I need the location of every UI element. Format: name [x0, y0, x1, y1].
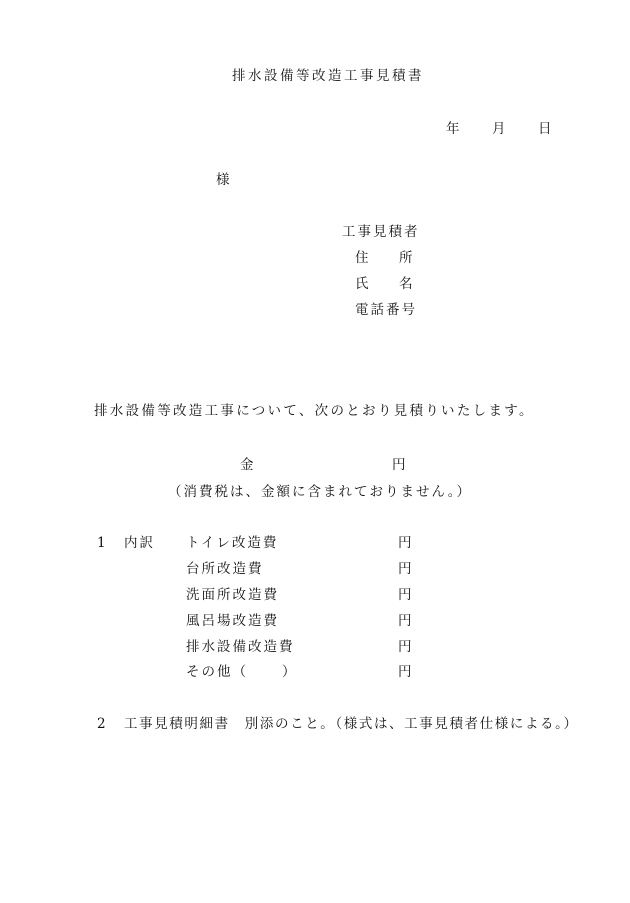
detail-text: 工事見積明細書 別添のこと。（様式は、工事見積者仕様による。）	[124, 716, 579, 732]
breakdown-row-toilet-unit: 円	[398, 535, 414, 551]
date-month-label: 月	[492, 121, 508, 137]
breakdown-number: 1	[97, 535, 108, 551]
breakdown-row-toilet: トイレ改造費	[186, 535, 279, 551]
breakdown-row-washroom-unit: 円	[398, 587, 414, 603]
breakdown-heading: 内訳	[124, 535, 155, 551]
addressee-suffix: 様	[216, 172, 232, 188]
amount-label: 金	[240, 457, 256, 473]
estimator-phone-label: 電話番号	[355, 302, 417, 318]
estimator-address-label-1: 住	[355, 250, 371, 266]
breakdown-row-bathroom: 風呂場改造費	[186, 613, 279, 629]
breakdown-row-other: その他（	[186, 664, 248, 680]
document-title: 排水設備等改造工事見積書	[232, 68, 424, 84]
estimator-address-label-2: 所	[399, 250, 415, 266]
detail-number: 2	[97, 716, 108, 732]
intro-sentence: 排水設備等改造工事について、次のとおり見積りいたします。	[94, 403, 535, 419]
breakdown-row-washroom: 洗面所改造費	[186, 587, 279, 603]
breakdown-row-kitchen: 台所改造費	[186, 561, 264, 577]
date-day-label: 日	[538, 121, 554, 137]
breakdown-row-other-unit: 円	[398, 664, 414, 680]
estimator-name-label-1: 氏	[355, 276, 371, 292]
estimator-name-label-2: 名	[399, 276, 415, 292]
breakdown-row-kitchen-unit: 円	[398, 561, 414, 577]
date-year-label: 年	[446, 121, 462, 137]
tax-note: （消費税は、金額に含まれておりません。）	[168, 484, 473, 500]
breakdown-row-drainage: 排水設備改造費	[186, 639, 295, 655]
breakdown-row-drainage-unit: 円	[398, 639, 414, 655]
breakdown-row-other-close: ）	[282, 664, 298, 680]
breakdown-row-bathroom-unit: 円	[398, 613, 414, 629]
estimator-label: 工事見積者	[342, 224, 420, 240]
amount-unit: 円	[392, 457, 408, 473]
